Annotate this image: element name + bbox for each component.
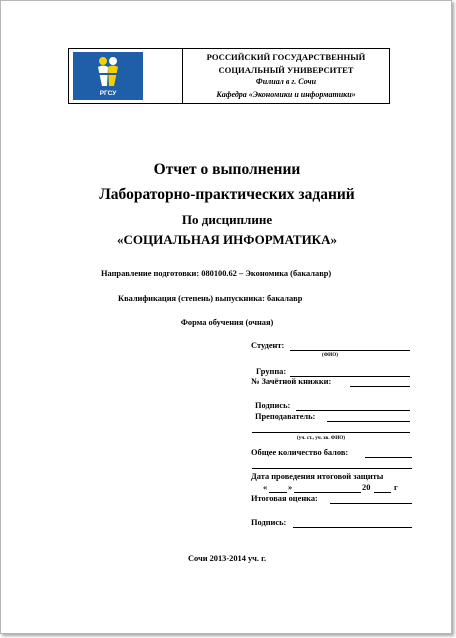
date-close-quote: » <box>288 483 293 492</box>
teacher-hint: (уч. ст., уч. зв. ФИО) <box>297 435 346 441</box>
title-line2: Лабораторно-практических заданий <box>99 186 355 203</box>
date-open-quote: « <box>263 483 268 492</box>
title-line1: Отчет о выполнении <box>153 161 301 178</box>
training-direction: Направление подготовки: 080100.62 – Экономика (бакалавр) <box>101 269 332 278</box>
university-name-block <box>183 49 389 103</box>
university-name-line1: РОССИЙСКИЙ ГОСУДАРСТВЕННЫЙ <box>206 52 366 62</box>
branch-name: Филиал в г. Сочи <box>255 77 317 86</box>
signature-line-1 <box>296 410 410 411</box>
group-label: Группа: <box>256 367 287 376</box>
final-grade-line <box>330 503 412 504</box>
year-line <box>374 492 391 493</box>
record-book-label: № Зачётной книжки: <box>251 377 332 386</box>
month-line <box>294 492 361 493</box>
footer-city-year: Сочи 2013-2014 уч. г. <box>187 554 267 563</box>
student-label: Студент: <box>251 341 285 350</box>
day-line <box>269 492 287 493</box>
total-points-label: Общее количество балов: <box>251 448 349 457</box>
record-book-line <box>350 386 410 387</box>
year-prefix: 20 <box>362 483 371 492</box>
year-suffix: г <box>394 483 398 492</box>
teacher-line <box>327 421 410 422</box>
logo-cell <box>69 49 183 103</box>
university-header-table <box>68 48 390 104</box>
fio-hint: (ФИО) <box>322 352 338 358</box>
student-line <box>290 350 410 351</box>
qualification: Квалификация (степень) выпускника: бакалавр <box>118 294 303 303</box>
signature-line-2 <box>293 527 412 528</box>
discipline-name: «СОЦИАЛЬНАЯ ИНФОРМАТИКА» <box>117 232 337 247</box>
signature-label-1: Подпись: <box>255 401 291 410</box>
study-form: Форма обучения (очная) <box>180 318 274 327</box>
total-points-extra-line <box>252 468 412 469</box>
final-grade-label: Итоговая оценка: <box>251 494 318 503</box>
logo-label: РГСУ <box>99 90 117 97</box>
title-line3: По дисциплине <box>181 212 273 227</box>
university-logo <box>73 52 143 100</box>
teacher-label: Преподаватель: <box>255 412 316 421</box>
defense-date-label: Дата проведения итоговой защиты <box>251 472 384 481</box>
total-points-line <box>365 457 412 458</box>
university-name-line2: СОЦИАЛЬНЫЙ УНИВЕРСИТЕТ <box>218 64 354 75</box>
logo-emblem-icon <box>73 52 143 92</box>
department-name: Кафедра «Экономики и информатики» <box>216 89 356 99</box>
teacher-extra-line <box>252 432 410 433</box>
signature-label-2: Подпись: <box>251 518 287 527</box>
